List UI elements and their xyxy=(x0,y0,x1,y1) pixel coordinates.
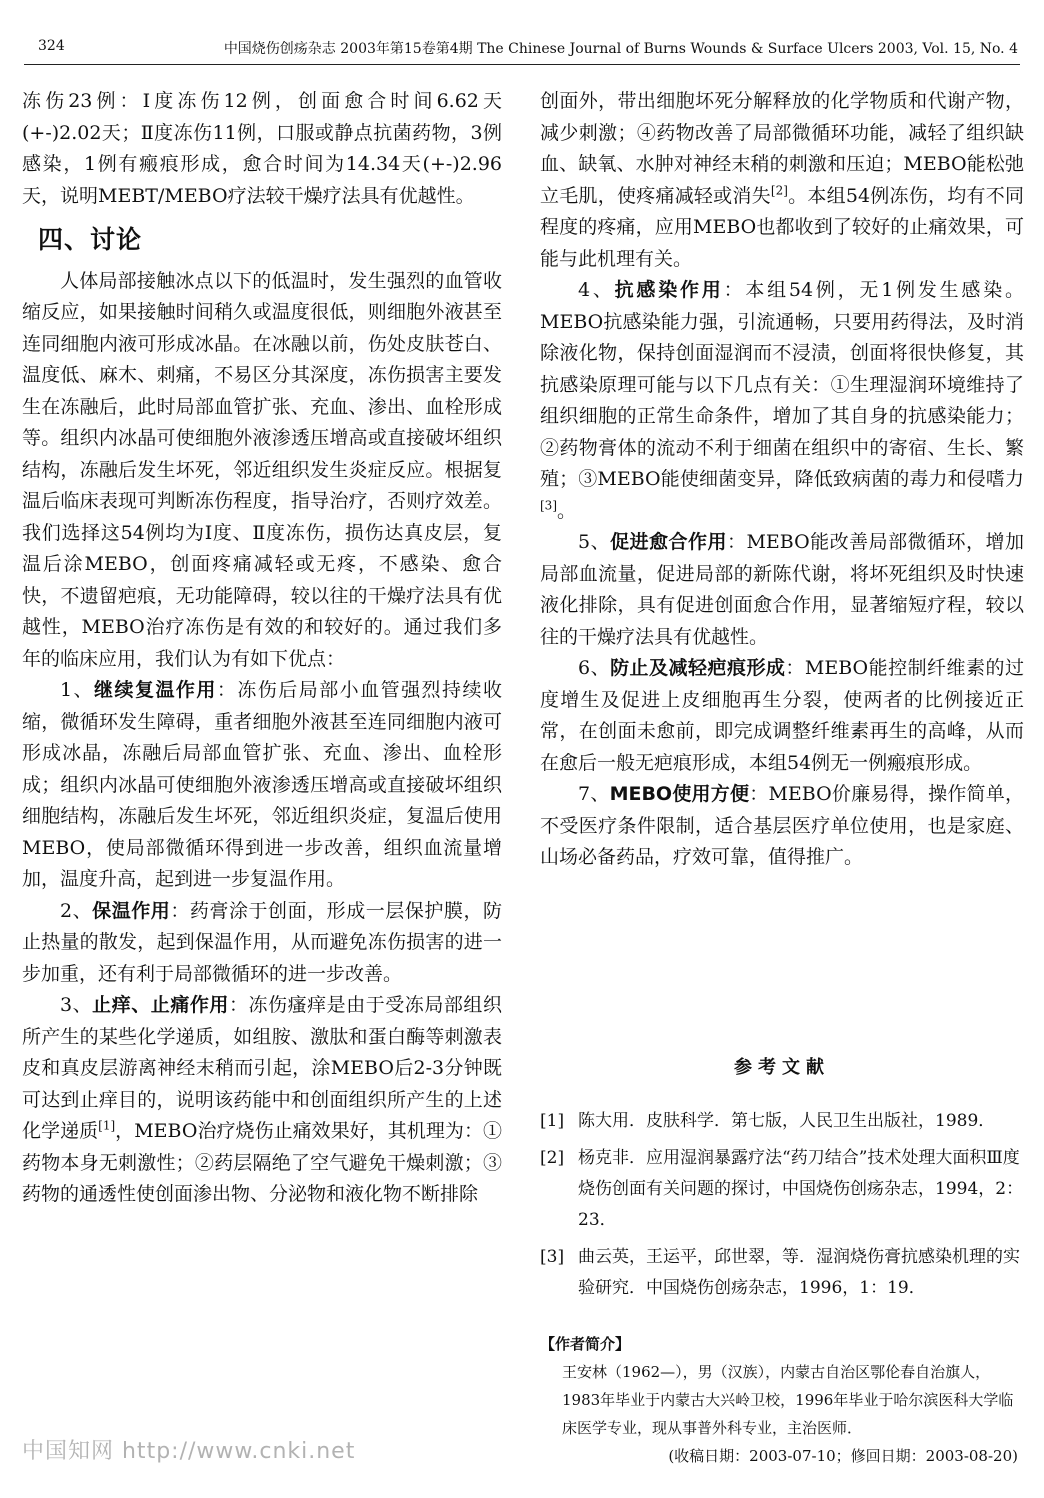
page-number: 324 xyxy=(38,38,65,54)
section-heading: 四、讨论 xyxy=(38,225,143,254)
citation-2: [2] xyxy=(770,183,788,198)
point-7-title: MEBO使用方便 xyxy=(609,783,750,805)
reference-number: [1] xyxy=(540,1111,565,1131)
point-2-body: ：药膏涂于创面，形成一层保护膜，防止热量的散发，起到保温作用，从而避免冻伤损害的进一步加重，还有利于局部微循环的进一步改善。 xyxy=(22,899,502,985)
reference-item xyxy=(540,1143,1024,1236)
left-column xyxy=(22,86,502,1211)
reference-text: 杨克非．应用湿润暴露疗法“药刀结合”技术处理大面积Ⅲ度烧伤创面有关问题的探讨，中国烧伤创疡杂志，1994，2：23． xyxy=(578,1148,1024,1230)
references-list xyxy=(540,1106,1024,1310)
watermark: 中国知网 http://www.cnki.net xyxy=(22,1439,356,1464)
point-7-paragraph xyxy=(540,779,1024,874)
reference-item xyxy=(540,1242,1024,1304)
reference-text: 曲云英，王运平，邱世翠，等．湿润烧伤膏抗感染机理的实验研究．中国烧伤创疡杂志，1996，1：19． xyxy=(578,1247,1020,1298)
point-3-cont-a: 创面外，带出细胞坏死分解释放的化学物质和代谢产物，减少刺激；④药物改善了局部微循环功能，减轻了组织缺血、缺氧、水肿对神经末稍的刺激和压迫；MEBO能松弛立毛肌，使疼痛减轻或消失 xyxy=(540,90,1024,207)
author-info xyxy=(540,1330,1024,1470)
point-2-title: 保温作用 xyxy=(92,899,171,922)
point-3-body-a: ：冻伤瘙痒是由于受冻局部组织所产生的某些化学递质，如组胺、激肽和蛋白酶等刺激表皮和真皮层游离神经末稍而引起，涂MEBO后2-3分钟既可达到止痒目的，说明该药能中和创面组织所产生的上述化学递质 xyxy=(22,994,502,1142)
point-6-body: ：MEBO能控制纤维素的过度增生及促进上皮细胞再生分裂，使两者的比例接近正常，在创面未愈前，即完成调整纤维素再生的高峰，从而在愈后一般无疤痕形成，本组54例无一例瘢痕形成。 xyxy=(540,657,1024,774)
references-title: 参考文献 xyxy=(734,1057,830,1078)
point-3-title: 止痒、止痛作用 xyxy=(92,994,229,1016)
received-dates: (收稿日期：2003-07-10；修回日期：2003-08-20) xyxy=(668,1447,1018,1465)
point-2-paragraph xyxy=(22,896,502,991)
point-3-prefix: 3、 xyxy=(60,994,93,1016)
point-5-title: 促进愈合作用 xyxy=(610,531,727,553)
point-5-paragraph xyxy=(540,527,1024,653)
point-1-body: ：冻伤后局部小血管强烈持续收缩，微循环发生障碍，重者细胞外液甚至连同细胞内液可形成冰晶，冻融后局部血管扩张、充血、渗出、血栓形成；组织内冰晶可使细胞外液渗透压增高或直接破坏组织细胞结构，冻融后发生坏死，邻近组织炎症，复温后使用MEBO，使局部微循环得到进一步改善，组织血流量增加，温度升高，起到进一步复温作用。 xyxy=(22,679,502,890)
point-3-body-b: ，MEBO治疗烧伤止痛效果好，其机理为：①药物本身无刺激性；②药层隔绝了空气避免干燥刺激；③药物的通透性使创面渗出物、分泌物和液化物不断排除 xyxy=(22,1120,502,1205)
point-3-continuation xyxy=(540,86,1024,275)
point-6-title: 防止及减轻疤痕形成 xyxy=(610,657,786,679)
point-5-prefix: 5、 xyxy=(578,531,611,553)
right-column xyxy=(540,86,1024,874)
point-1-title: 继续复温作用 xyxy=(94,679,217,701)
point-6-paragraph xyxy=(540,653,1024,779)
point-2-prefix: 2、 xyxy=(60,899,93,922)
author-info-title: 【作者简介】 xyxy=(540,1335,631,1353)
point-7-prefix: 7、 xyxy=(578,783,610,805)
point-4-body-a: ：本组54例，无1例发生感染。MEBO抗感染能力强，引流通畅，只要用药得法，及时消除液化物，保持创面湿润而不浸渍，创面将很快修复，其抗感染原理可能与以下几点有关：①生理湿润环境维持了组织细胞的正常生命条件，增加了其自身的抗感染能力；②药物膏体的流动不利于细菌在组织中的寄宿、生长、繁殖；③MEBO能使细菌变异，降低致病菌的毒力和侵嗜力 xyxy=(540,279,1024,490)
reference-item xyxy=(540,1106,1024,1137)
point-4-title: 抗感染作用 xyxy=(614,279,724,301)
discussion-paragraph: 人体局部接触冰点以下的低温时，发生强烈的血管收缩反应，如果接触时间稍久或温度很低，则细胞外液甚至连同细胞内液可形成冰晶。在冰融以前，伤处皮肤苍白、温度低、麻木、刺痛，不易区分其深度，冻伤损害主要发生在冻融后，此时局部血管扩张、充血、渗出、血栓形成等。组织内冰晶可使细胞外液渗透压增高或直接破坏组织结构，冻融后发生坏死，邻近组织发生炎症反应。根据复温后临床表现可判断冻伤程度，指导治疗，否则疗效差。我们选择这54例均为Ⅰ度、Ⅱ度冻伤，损伤达真皮层，复温后涂MEBO，创面疼痛减轻或无疼，不感染、愈合快，不遗留疤痕，无功能障碍，较以往的干燥疗法具有优越性，MEBO治疗冻伤是有效的和较好的。通过我们多年的临床应用，我们认为有如下优点： xyxy=(22,269,502,670)
point-6-prefix: 6、 xyxy=(578,657,611,679)
point-4-prefix: 4、 xyxy=(578,279,615,301)
running-header xyxy=(24,34,1020,65)
point-4-paragraph xyxy=(540,275,1024,527)
point-3-cont-b: 。本组54例冻伤，均有不同程度的疼痛，应用MEBO也都收到了较好的止痛效果，可能与此机理有关。 xyxy=(540,184,1024,270)
citation-1: [1] xyxy=(98,1118,116,1133)
point-1-paragraph xyxy=(22,675,502,896)
point-7-body: ：MEBO价廉易得，操作简单，不受医疗条件限制，适合基层医疗单位使用，也是家庭、山场必备药品，疗效可靠，值得推广。 xyxy=(540,783,1025,868)
author-bio: 王安林（1962—），男（汉族），内蒙古自治区鄂伦春自治旗人，1983年毕业于内蒙古大兴岭卫校，1996年毕业于哈尔滨医科大学临床医学专业，现从事普外科专业，主治医师． xyxy=(562,1363,1014,1437)
reference-number: [3] xyxy=(540,1247,565,1267)
point-3-paragraph xyxy=(22,990,502,1211)
reference-number: [2] xyxy=(540,1148,565,1168)
point-5-body: ：MEBO能改善局部微循环，增加局部血流量，促进局部的新陈代谢，将坏死组织及时快速液化排除，具有促进创面愈合作用，显著缩短疗程，较以往的干燥疗法具有优越性。 xyxy=(540,531,1024,648)
journal-title: 中国烧伤创疡杂志 2003年第15卷第4期 The Chinese Journal of Burns Wounds & Surface Ulcers 2003, Vol. 15, No. 4 xyxy=(223,41,1018,57)
results-paragraph: 冻伤23例：Ⅰ度冻伤12例，创面愈合时间6.62天(+-)2.02天；Ⅱ度冻伤11例，口服或静点抗菌药物，3例感染，1例有瘢痕形成，愈合时间为14.34天(+-)2.96天，说明MEBT/MEBO疗法较干燥疗法具有优越性。 xyxy=(22,90,502,207)
point-1-prefix: 1、 xyxy=(60,679,95,701)
reference-text: 陈大用．皮肤科学．第七版，人民卫生出版社，1989． xyxy=(578,1111,996,1131)
point-4-body-b: 。 xyxy=(557,499,577,522)
citation-3: [3] xyxy=(540,498,557,513)
